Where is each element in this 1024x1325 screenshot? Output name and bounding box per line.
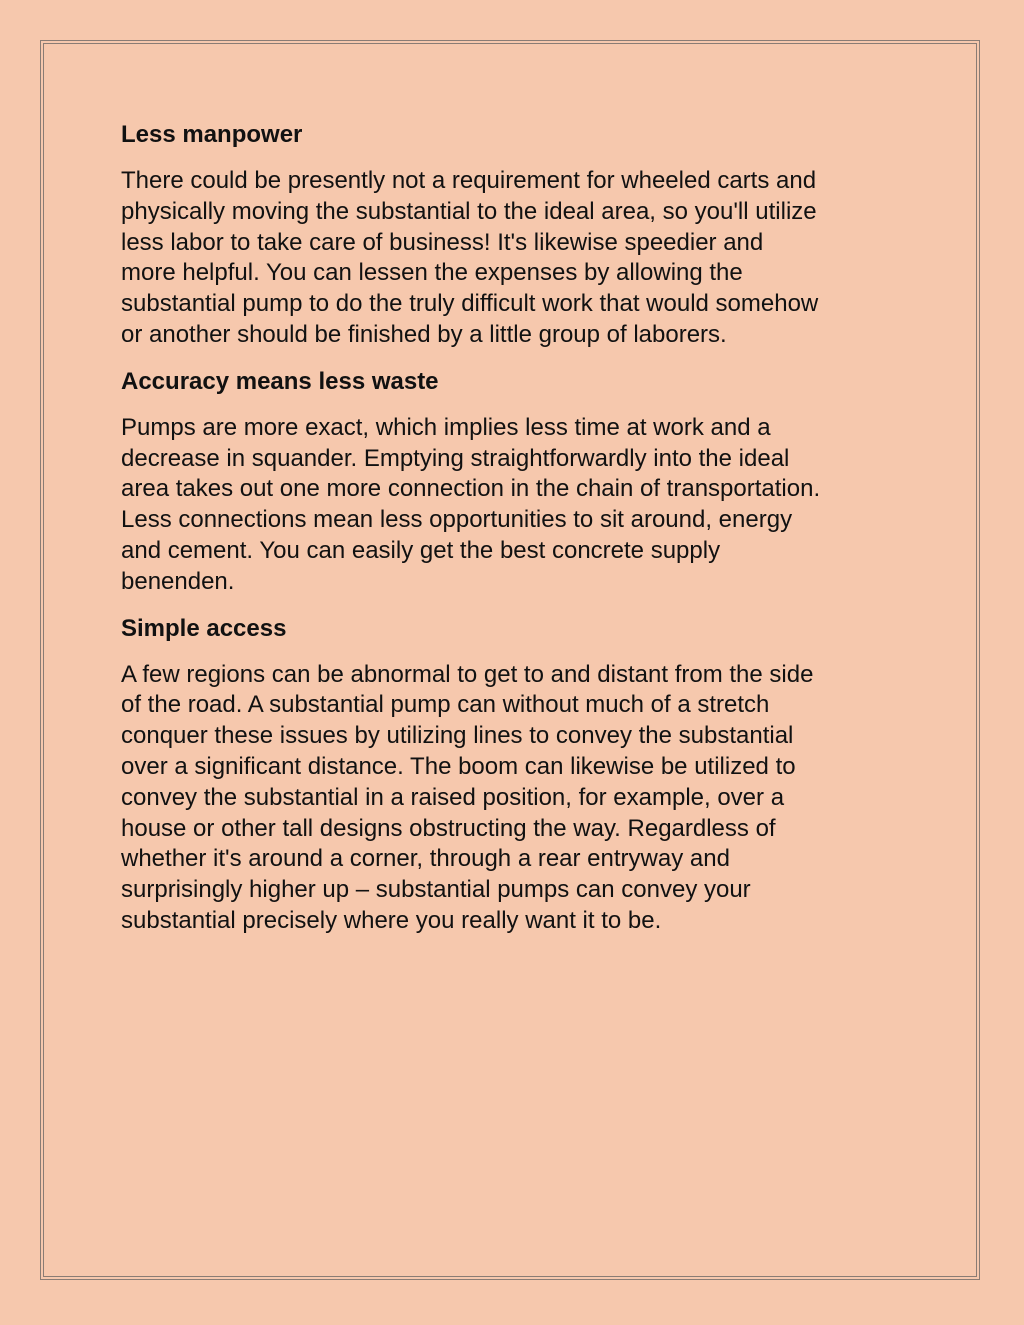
paragraph-line: A few regions can be abnormal to get to and distant from the side [121, 660, 814, 688]
section-simple-access [121, 613, 921, 937]
paragraph-line: or another should be finished by a little group of laborers. [121, 320, 727, 348]
paragraph-line: whether it's around a corner, through a rear entryway and [121, 845, 730, 873]
section-heading: Accuracy means less waste [121, 367, 439, 395]
section-accuracy [121, 366, 921, 598]
paragraph-line: of the road. A substantial pump can without much of a stretch [121, 691, 770, 719]
paragraph-line: convey the substantial in a raised position, for example, over a [121, 783, 785, 811]
paragraph-line: area takes out one more connection in the chain of transportation. [121, 475, 821, 503]
paragraph-line: substantial precisely where you really want it to be. [121, 906, 662, 934]
section-less-manpower [121, 119, 921, 351]
paragraph-line: over a significant distance. The boom can likewise be utilized to [121, 752, 796, 780]
paragraph-line: and cement. You can easily get the best concrete supply [121, 536, 721, 564]
paragraph-line: less labor to take care of business! It's likewise speedier and [121, 228, 764, 256]
paragraph-line: more helpful. You can lessen the expenses by allowing the [121, 259, 743, 287]
section-paragraph [121, 413, 921, 598]
paragraph-line: Pumps are more exact, which implies less time at work and a [121, 413, 771, 441]
paragraph-line: Less connections mean less opportunities to sit around, energy [121, 506, 793, 534]
section-heading: Simple access [121, 614, 287, 642]
paragraph-line: house or other tall designs obstructing the way. Regardless of [121, 814, 776, 842]
section-paragraph [121, 166, 921, 351]
paragraph-line: physically moving the substantial to the ideal area, so you'll utilize [121, 197, 817, 225]
paragraph-line: benenden. [121, 567, 235, 595]
document-content [121, 119, 921, 952]
section-paragraph [121, 660, 921, 937]
paragraph-line: conquer these issues by utilizing lines to convey the substantial [121, 722, 794, 750]
paragraph-line: decrease in squander. Emptying straightforwardly into the ideal [121, 444, 790, 472]
paragraph-line: substantial pump to do the truly difficult work that would somehow [121, 290, 819, 318]
section-heading: Less manpower [121, 121, 303, 148]
paragraph-line: surprisingly higher up – substantial pumps can convey your [121, 876, 751, 904]
paragraph-line: There could be presently not a requirement for wheeled carts and [121, 167, 817, 194]
